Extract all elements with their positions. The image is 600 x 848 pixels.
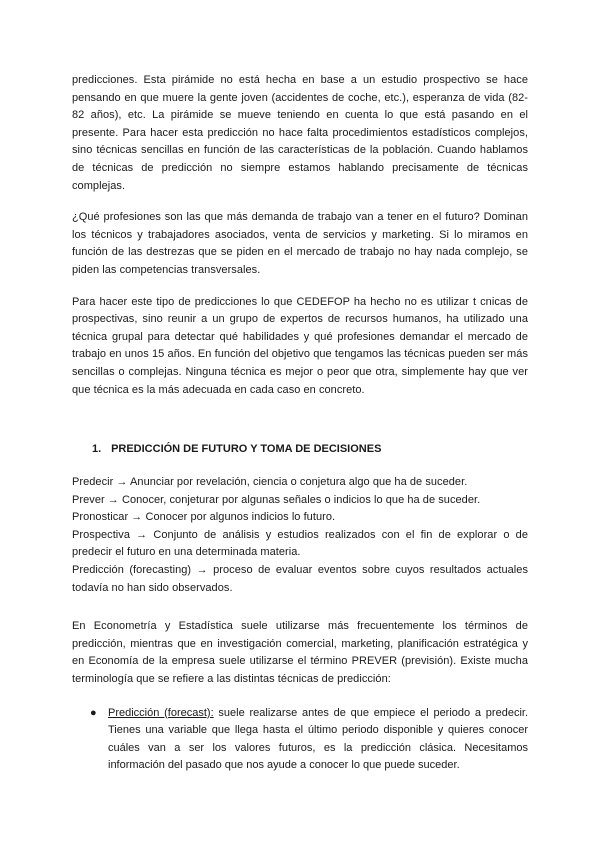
bullet-term: Predicción (forecast): (108, 706, 214, 719)
section-number: 1. (92, 443, 102, 456)
bullet-list (72, 705, 528, 775)
definition-predecir: Predecir → Anunciar por revelación, ciencia o conjetura algo que ha de suceder. (72, 476, 468, 489)
definition-prospectiva: Prospectiva → Conjunto de análisis y estudios realizados con el fin de explorar o de predecir el futuro en una determinada materia. (72, 528, 528, 559)
bullet-item-forecast (72, 705, 528, 775)
paragraph-cedefop: Para hacer este tipo de predicciones lo que CEDEFOP ha hecho no es utilizar t cnicas de prospectivas, sino reunir a un grupo de expertos de recursos humanos, ha utilizado una técnica grupal para detectar qué habilidades y qué profesiones demandar el mercado de trabajo en unos 15 años. En función del objetivo que tengamos las técnicas pueden ser más sencillas o complejas. Ninguna técnica es mejor o peor que otra, simplemente hay que ver que técnica es la más adecuada en cada caso en concreto. (72, 295, 528, 396)
document-page (72, 72, 528, 775)
bullet-text: suele realizarse antes de que empiece el periodo a predecir. Tienes una variable que llega hasta el último periodo disponible y quieres conocer cuáles van a ser los valores futuros, es la predicción clásica. Necesitamos información del pasado que nos ayude a conocer lo que puede suceder. (108, 706, 528, 772)
section-title: PREDICCIÓN DE FUTURO Y TOMA DE DECISIONES (111, 443, 382, 456)
definition-pronosticar: Pronosticar → Conocer por algunos indicios lo futuro. (72, 511, 336, 524)
definitions-list (72, 474, 528, 597)
paragraph-profesiones: ¿Qué profesiones son las que más demanda de trabajo van a tener en el futuro? Dominan los técnicos y trabajadores asociados, venta de servicios y marketing. Si lo miramos en función de las destrezas que se piden en el mercado de trabajo no hay nada complejo, se piden las competencias transversales. (72, 211, 528, 276)
section-heading (72, 441, 528, 458)
paragraph-piramide: predicciones. Esta pirámide no está hecha en base a un estudio prospectivo se hace pensando en que muere la gente joven (accidentes de coche, etc.), esperanza de vida (82-82 años), etc. La pirámide se mueve teniendo en cuenta lo que está pasando en el presente. Para hacer esta predicción no hace falta procedimientos estadísticos complejos, sino técnicas sencillas en función de las características de la población. Cuando hablamos de técnicas de predicción no siempre estamos hablando precisamente de técnicas complejas. (72, 74, 528, 192)
definition-prever: Prever → Conocer, conjeturar por algunas señales o indicios lo que ha de suceder. (72, 493, 481, 506)
bullet-icon: ● (90, 706, 97, 719)
definition-prediccion: Predicción (forecasting) → proceso de evaluar eventos sobre cuyos resultados actuales todavía no han sido observados. (72, 564, 528, 594)
paragraph-econometria: En Econometría y Estadística suele utilizarse más frecuentemente los términos de predicción, mientras que en investigación comercial, marketing, planificación estratégica y en Economía de la empresa suele utilizarse el término PREVER (previsión). Existe mucha terminología que se refiere a las distintas técnicas de predicción: (72, 620, 528, 686)
